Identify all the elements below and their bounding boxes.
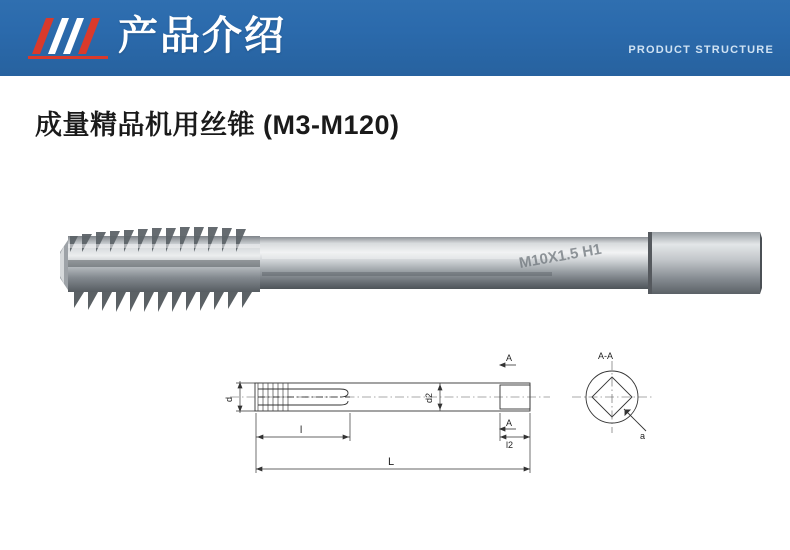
chengliang-logo-icon xyxy=(28,12,108,60)
section-marker-bottom: A xyxy=(506,418,513,428)
dim-label-d: d xyxy=(224,396,234,402)
dim-label-l2: l2 xyxy=(506,440,514,450)
product-photo xyxy=(0,180,790,360)
tap-engraving-text: M10X1.5 H1 xyxy=(517,240,603,272)
dim-label-l: l xyxy=(300,425,303,436)
page-header xyxy=(0,0,790,76)
section-marker-top: A xyxy=(506,353,513,363)
dim-label-L: L xyxy=(388,456,395,468)
section-view-label: A-A xyxy=(598,351,614,361)
dim-label-d2: d2 xyxy=(424,392,434,403)
dim-label-a: a xyxy=(640,431,646,441)
product-title: 成量精品机用丝锥 (M3-M120) xyxy=(35,110,400,140)
header-subtitle: PRODUCT STRUCTURE xyxy=(628,44,774,56)
technical-drawing xyxy=(200,345,700,495)
header-title: 产品介绍 xyxy=(118,14,286,58)
